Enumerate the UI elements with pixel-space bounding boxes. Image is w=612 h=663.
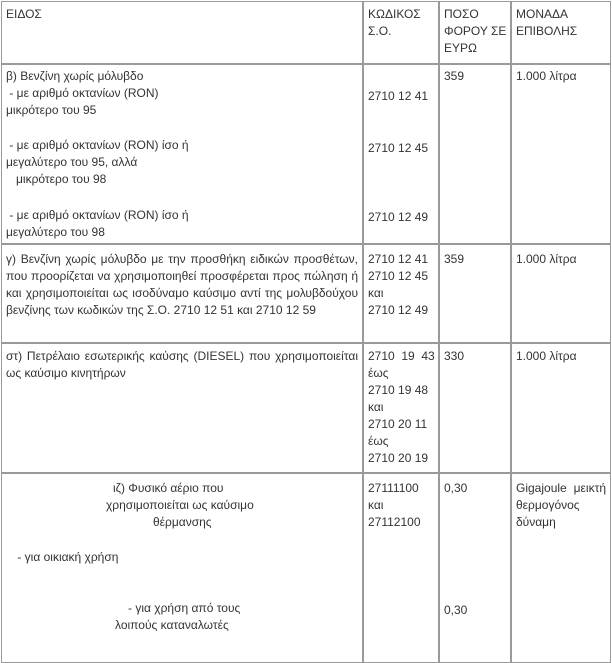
header-amount-label-2: ΦΟΡΟΥ ΣΕ bbox=[444, 24, 507, 38]
header-cell-code bbox=[363, 1, 439, 64]
header-code-label-1: ΚΩΔΙΚΟΣ bbox=[368, 7, 421, 21]
header-amount-label-3: ΕΥΡΩ bbox=[444, 41, 477, 55]
row-g-amount: 359 bbox=[444, 252, 465, 266]
row-g-line4: βενζίνης των κωδικών της Σ.Ο. 2710 12 51 και 2710 12 59 bbox=[6, 303, 316, 317]
row-b-amount-cell bbox=[439, 64, 511, 244]
row-b-item1-code: 2710 12 41 bbox=[368, 89, 429, 103]
row-b-type-cell bbox=[1, 64, 363, 244]
row-b-amount: 359 bbox=[444, 69, 465, 83]
row-b-unit-cell bbox=[511, 64, 611, 244]
row-st-code-cell bbox=[363, 343, 439, 473]
header-cell-type bbox=[1, 1, 363, 64]
row-b-item2-line2: μεγαλύτερο του 95, αλλά bbox=[6, 155, 138, 169]
row-g-type-cell bbox=[1, 244, 363, 343]
row-iz-code2: και bbox=[368, 498, 384, 512]
row-iz-amount2: 0,30 bbox=[444, 603, 468, 617]
row-b-item3-code: 2710 12 49 bbox=[368, 210, 429, 224]
row-iz-code-cell bbox=[363, 473, 439, 663]
row-iz-unit-cell bbox=[511, 473, 611, 663]
row-st-line2: ως καύσιμο κινητήρων bbox=[6, 366, 126, 380]
header-cell-unit bbox=[511, 1, 611, 64]
header-code-label-2: Σ.Ο. bbox=[368, 24, 392, 38]
row-g-code-cell bbox=[363, 244, 439, 343]
row-st-type-cell bbox=[1, 343, 363, 473]
row-iz-code1: 27111100 bbox=[368, 481, 419, 495]
row-st-line1: στ) Πετρέλαιο εσωτερικής καύσης (DIESEL) που χρησιμοποιείται bbox=[6, 349, 358, 363]
row-iz-code3: 27112100 bbox=[368, 515, 421, 529]
row-b-unit: 1.000 λίτρα bbox=[516, 69, 577, 83]
row-g-code1: 2710 12 41 bbox=[368, 252, 429, 266]
row-iz-line1: ιζ) Φυσικό αέριο που bbox=[113, 481, 224, 495]
row-b-item2-code: 2710 12 45 bbox=[368, 141, 429, 155]
row-st-code7: 2710 20 19 bbox=[368, 451, 429, 465]
row-st-code2: έως bbox=[368, 366, 389, 380]
row-g-unit: 1.000 λίτρα bbox=[516, 252, 577, 266]
row-iz-unit-line2: θερμογόνος bbox=[516, 498, 580, 512]
row-g-line2: που προορίζεται να χρησιμοποιηθεί προσφέρεται προς πώληση ή bbox=[6, 269, 358, 283]
row-iz-sub1: - για οικιακή χρήση bbox=[14, 550, 119, 564]
header-amount-label-1: ΠΟΣΟ bbox=[444, 7, 479, 21]
row-iz-sub2-line2: λοιπούς καταναλωτές bbox=[115, 618, 229, 632]
row-b-title: β) Βενζίνη χωρίς μόλυβδο bbox=[6, 69, 144, 83]
row-g-line1: γ) Βενζίνη χωρίς μόλυβδο με την προσθήκη ειδικών προσθέτων, bbox=[6, 252, 358, 266]
header-unit-label-1: ΜΟΝΑΔΑ bbox=[516, 7, 569, 21]
row-g-code2: 2710 12 45 bbox=[368, 269, 429, 283]
row-st-amount: 330 bbox=[444, 349, 465, 363]
header-unit-label-2: ΕΠΙΒΟΛΗΣ bbox=[516, 24, 578, 38]
row-iz-unit-line1: Gigajoule μεικτή bbox=[516, 481, 606, 495]
row-b-item1-line1: - με αριθμό οκτανίων (RON) bbox=[6, 86, 159, 100]
row-st-code5: 2710 20 11 bbox=[368, 417, 428, 431]
header-cell-amount bbox=[439, 1, 511, 64]
row-st-code3: 2710 19 48 bbox=[368, 383, 429, 397]
row-b-item3-line1: - με αριθμό οκτανίων (RON) ίσο ή bbox=[6, 208, 189, 222]
row-iz-line2: χρησιμοποιείται ως καύσιμο bbox=[106, 498, 254, 512]
row-b-item2-line1: - με αριθμό οκτανίων (RON) ίσο ή bbox=[6, 138, 189, 152]
row-g-code3: και bbox=[368, 286, 384, 300]
row-b-item2-line3: μικρότερο του 98 bbox=[6, 172, 107, 186]
row-iz-amount1: 0,30 bbox=[444, 481, 468, 495]
row-iz-line3: θέρμανσης bbox=[153, 515, 212, 529]
row-b-code-cell bbox=[363, 64, 439, 244]
row-b-item1-line2: μικρότερο του 95 bbox=[6, 103, 97, 117]
header-type-label: ΕΙΔΟΣ bbox=[6, 7, 42, 21]
row-st-code4: και bbox=[368, 400, 384, 414]
row-iz-amount-cell bbox=[439, 473, 511, 663]
row-g-line3: και χρησιμοποιείται ως ισοδύναμο καύσιμο αντί της μολυβδούχου bbox=[6, 286, 358, 300]
row-g-amount-cell bbox=[439, 244, 511, 343]
row-g-unit-cell bbox=[511, 244, 611, 343]
row-iz-sub2-line1: - για χρήση από τους bbox=[128, 601, 241, 615]
row-st-code6: έως bbox=[368, 434, 389, 448]
row-st-unit: 1.000 λίτρα bbox=[516, 349, 577, 363]
row-iz-type-cell bbox=[1, 473, 363, 663]
row-iz-unit-line3: δύναμη bbox=[516, 515, 556, 529]
row-st-amount-cell bbox=[439, 343, 511, 473]
row-st-unit-cell bbox=[511, 343, 611, 473]
row-g-code4: 2710 12 49 bbox=[368, 303, 429, 317]
row-b-item3-line2: μεγαλύτερο του 98 bbox=[6, 225, 105, 239]
row-st-code1: 2710 19 43 bbox=[368, 349, 435, 363]
excise-tax-table bbox=[1, 1, 611, 661]
